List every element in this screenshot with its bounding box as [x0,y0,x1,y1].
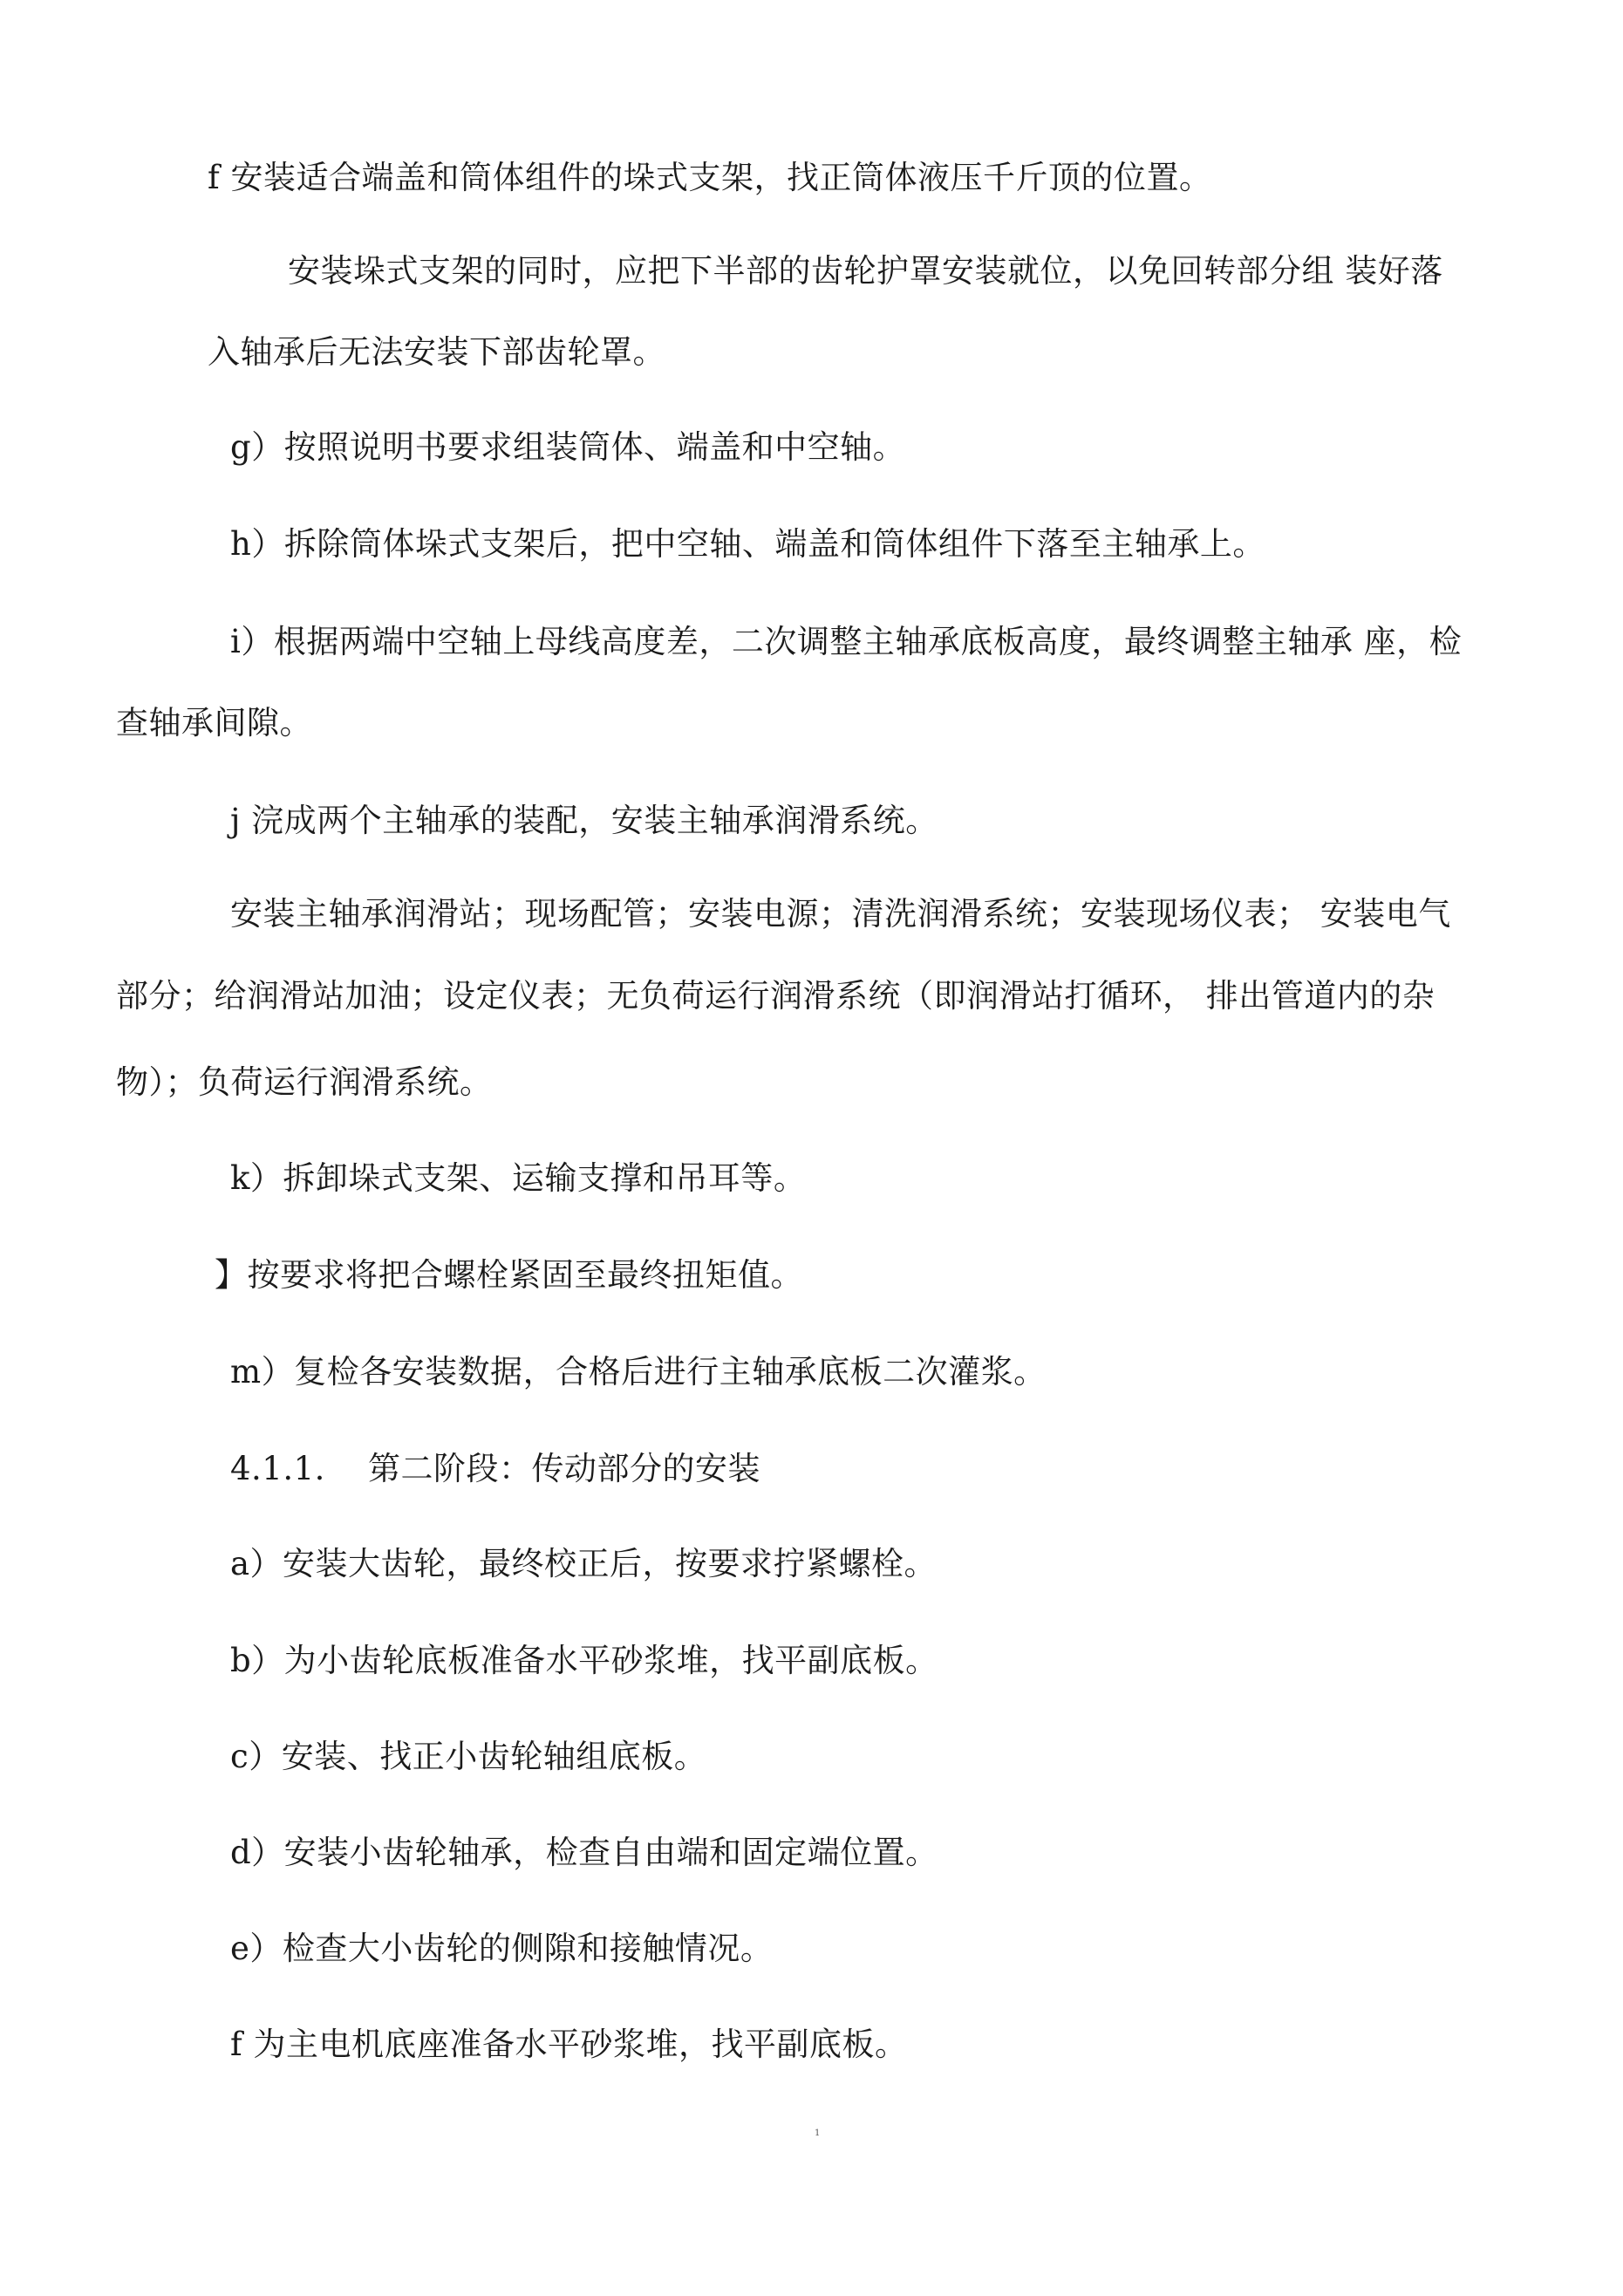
text-line-d-pinion-bearing: d）安装小齿轮轴承，检查自由端和固定端位置。 [230,1834,938,1871]
section-heading-stage-two: 4.1.1. 第二阶段：传动部分的安装 [230,1450,760,1487]
text-line-lubrication-1: 安装主轴承润滑站；现场配管；安装电源；清洗润滑系统；安装现场仪表； 安装电气 [230,895,1451,933]
text-line-f-support: f 安装适合端盖和筒体组件的垛式支架，找正筒体液压千斤顶的位置。 [208,159,1212,196]
text-line-b-pinion-base: b）为小齿轮底板准备水平砂浆堆，找平副底板。 [230,1642,938,1679]
text-line-i-adjust-2: 查轴承间隙。 [116,704,312,741]
text-line-support-note-1: 安装垛式支架的同时，应把下半部的齿轮护罩安装就位，以免回转部分组 装好落 [288,252,1443,290]
text-line-c-pinion-shaft: c）安装、找正小齿轮轴组底板。 [230,1738,707,1775]
text-line-m-grouting: m）复检各安装数据，合格后进行主轴承底板二次灌浆。 [230,1353,1047,1391]
text-line-j-bearing: j 浣成两个主轴承的装配，安装主轴承润滑系统。 [230,802,938,839]
page-number-mark: 1 [815,2129,821,2138]
text-line-f-motor-base: f 为主电机底座准备水平砂浆堆，找平副底板。 [230,2026,908,2063]
text-line-support-note-2: 入轴承后无法安装下部齿轮罩。 [208,333,665,371]
text-line-lubrication-3: 物）；负荷运行润滑系统。 [116,1063,493,1101]
text-line-e-backlash: e）检查大小齿轮的侧隙和接触情况。 [230,1930,774,1967]
text-line-a-gear: a）安装大齿轮，最终校正后，按要求拧紧螺栓。 [230,1545,938,1582]
text-line-h-remove: h）拆除筒体垛式支架后，把中空轴、端盖和筒体组件下落至主轴承上。 [230,525,1265,563]
text-line-i-adjust-1: i）根据两端中空轴上母线高度差，二次调整主轴承底板高度，最终调整主轴承 座，检 [230,623,1463,660]
text-line-l-bolts: 】按要求将把合螺栓紧固至最终扭矩值。 [215,1256,803,1294]
text-line-lubrication-2: 部分；给润滑站加油；设定仪表；无负荷运行润滑系统（即润滑站打循环， 排出管道内的杂 [116,977,1435,1015]
text-line-g-assemble: g）按照说明书要求组装筒体、端盖和中空轴。 [230,428,906,466]
text-line-k-dismantle: k）拆卸垛式支架、运输支撑和吊耳等。 [230,1159,807,1197]
